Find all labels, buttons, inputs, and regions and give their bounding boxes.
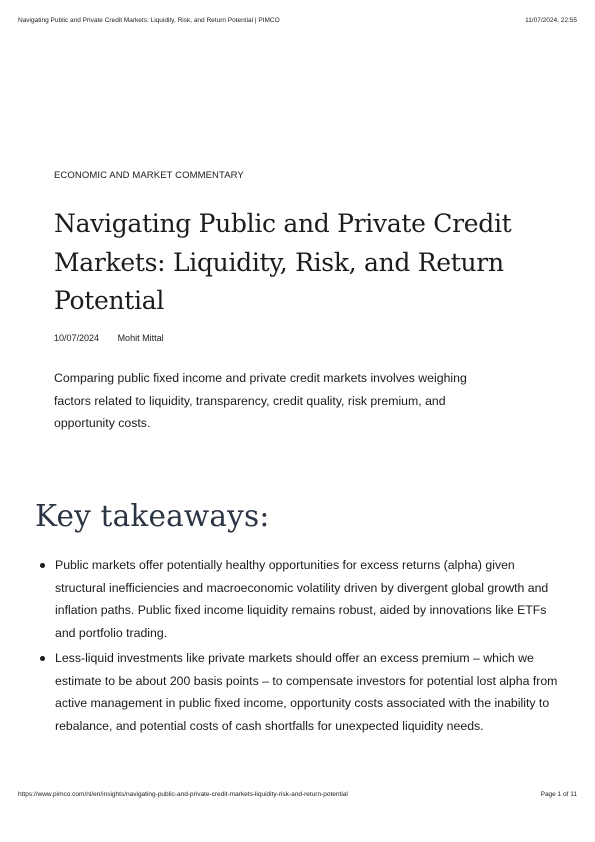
list-item xyxy=(55,647,565,737)
article-summary: Comparing public fixed income and private credit markets involves weighing factors related to liquidity, transparency, credit quality, risk premium, and opportunity costs. xyxy=(54,371,467,430)
key-takeaways-list xyxy=(55,554,565,740)
article-author[interactable]: Mohit Mittal xyxy=(117,333,164,343)
article-title: Navigating Public and Private Credit Markets: Liquidity, Risk, and Return Potential xyxy=(54,209,512,315)
bullet-icon xyxy=(40,656,45,661)
page-number: Page 1 of 11 xyxy=(540,791,577,798)
takeaway-text: Less-liquid investments like private markets should offer an excess premium – which we estimate to be about 200 basis points – to compensate investors for potential lost alpha from active management in public fixed income, opportunity costs associated with the inability to rebalance, and potential costs of cash shortfalls for unexpected liquidity needs. xyxy=(55,651,558,733)
article-date: 10/07/2024 xyxy=(54,333,100,343)
article-category[interactable]: ECONOMIC AND MARKET COMMENTARY xyxy=(54,170,244,181)
takeaway-text: Public markets offer potentially healthy opportunities for excess returns (alpha) given structural inefficiencies and macroeconomic volatility driven by divergent global growth and inflation paths. Public fixed income liquidity remains robust, aided by innovations like ETFs and portfolio trading. xyxy=(55,558,549,640)
key-takeaways-heading: Key takeaways: xyxy=(35,499,270,533)
print-header xyxy=(18,17,577,24)
article-meta xyxy=(54,333,164,343)
print-header-title: Navigating Public and Private Credit Markets: Liquidity, Risk, and Return Potential | PIMCO xyxy=(18,17,280,24)
bullet-icon xyxy=(40,563,45,568)
list-item xyxy=(55,554,565,644)
print-footer xyxy=(18,791,577,798)
print-footer-url[interactable]: https://www.pimco.com/nl/en/insights/navigating-public-and-private-credit-markets-liquidity-risk-and-return-potential xyxy=(18,791,348,798)
print-header-datetime: 11/07/2024, 22:55 xyxy=(525,17,577,24)
